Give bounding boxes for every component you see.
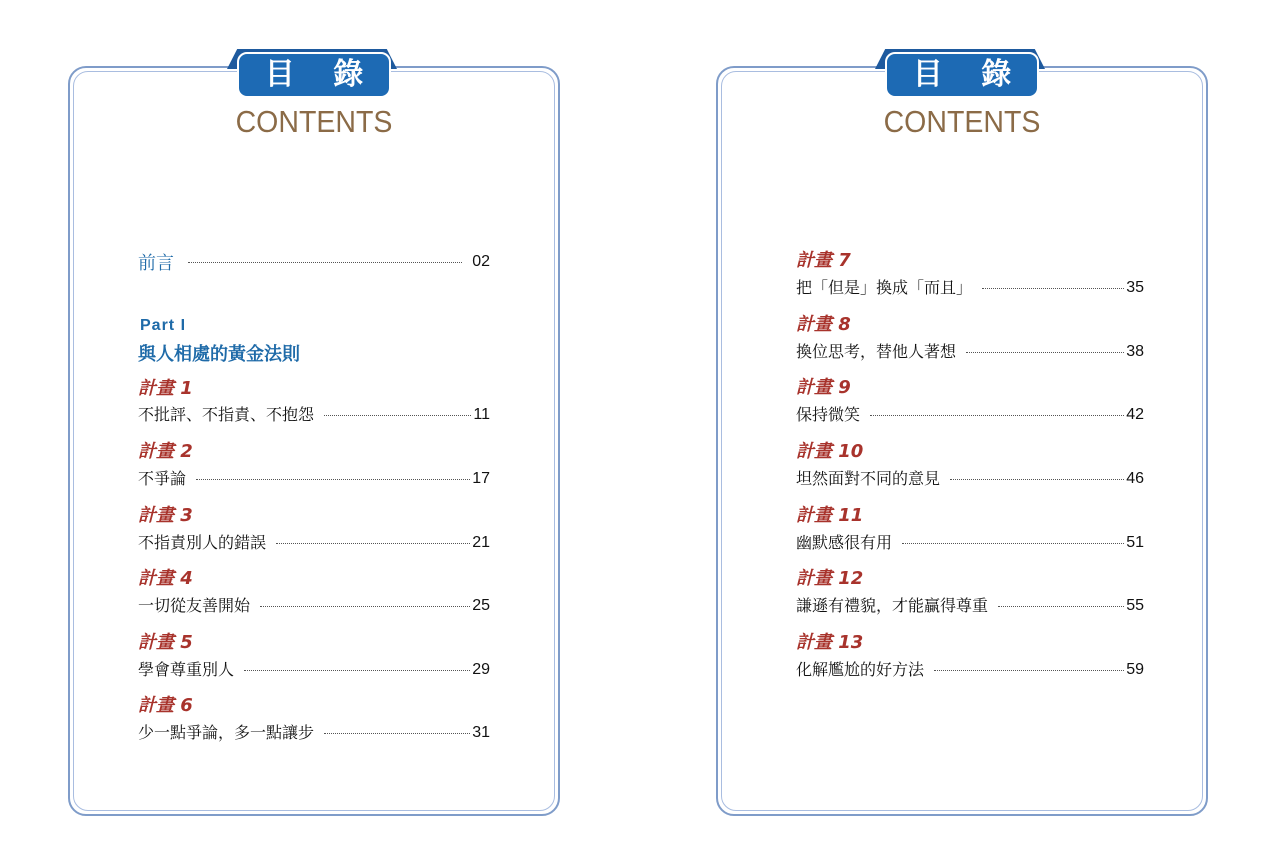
page-number: 29	[472, 661, 490, 678]
page-number: 35	[1126, 279, 1144, 296]
entry-title: 保持微笑	[796, 405, 861, 424]
toc-entry[interactable]	[138, 659, 490, 681]
plan-heading: 計畫 11	[796, 505, 864, 526]
page-number: 31	[472, 724, 490, 741]
dot-leader	[966, 352, 1124, 353]
entry-title: 少一點爭論，多一點讓步	[138, 723, 315, 742]
toc-entry[interactable]	[138, 532, 490, 554]
dot-leader	[950, 479, 1124, 480]
entry-title: 不爭論	[138, 469, 187, 488]
page-number: 46	[1126, 470, 1144, 487]
entry-title: 不指責別人的錯誤	[138, 533, 267, 552]
toc-title: 目 錄	[912, 57, 1026, 92]
page-number: 17	[472, 470, 490, 487]
entry-title: 幽默感很有用	[796, 533, 893, 552]
plan-heading: 計畫 4	[138, 568, 193, 589]
entry-title: 把「但是」換成「而且」	[796, 278, 973, 297]
dot-leader	[870, 415, 1124, 416]
toc-entry[interactable]	[796, 595, 1144, 617]
plan-heading: 計畫 9	[796, 377, 851, 398]
contents-subtitle: CONTENTS	[235, 104, 393, 139]
entry-title: 化解尷尬的好方法	[796, 660, 925, 679]
dot-leader	[324, 415, 471, 416]
part-label: Part I	[140, 317, 187, 334]
dot-leader	[934, 670, 1124, 671]
title-tab	[885, 52, 1039, 98]
page-number: 02	[472, 253, 490, 270]
part-title: 與人相處的黃金法則	[138, 344, 300, 365]
page-number: 25	[472, 597, 490, 614]
toc-entry[interactable]	[138, 468, 490, 490]
toc-entry[interactable]	[796, 341, 1144, 363]
entry-title: 一切從友善開始	[138, 596, 251, 615]
dot-leader	[982, 288, 1124, 289]
toc-page-right	[716, 57, 1208, 816]
dot-leader	[188, 262, 462, 263]
page-number: 38	[1126, 343, 1144, 360]
toc-entry[interactable]	[138, 722, 490, 744]
entry-title: 坦然面對不同的意見	[796, 469, 941, 488]
toc-entry[interactable]	[796, 277, 1144, 299]
page-number: 11	[473, 406, 490, 423]
toc-entry[interactable]	[796, 468, 1144, 490]
dot-leader	[196, 479, 470, 480]
entry-title: 謙遜有禮貌，才能贏得尊重	[796, 596, 989, 615]
entry-title: 換位思考，替他人著想	[796, 342, 957, 361]
title-tab	[237, 52, 391, 98]
toc-page-left	[68, 57, 560, 816]
page-number: 59	[1126, 661, 1144, 678]
plan-heading: 計畫 7	[796, 250, 851, 271]
contents-subtitle: CONTENTS	[883, 104, 1041, 139]
dot-leader	[276, 543, 470, 544]
entry-title: 不批評、不指責、不抱怨	[138, 405, 315, 424]
page-number: 55	[1126, 597, 1144, 614]
plan-heading: 計畫 6	[138, 695, 193, 716]
page-number: 21	[472, 534, 490, 551]
plan-heading: 計畫 5	[138, 632, 193, 653]
toc-entry[interactable]	[796, 532, 1144, 554]
dot-leader	[260, 606, 470, 607]
preface-label: 前言	[138, 253, 174, 274]
toc-entry[interactable]	[796, 404, 1144, 426]
dot-leader	[998, 606, 1124, 607]
dot-leader	[244, 670, 470, 671]
plan-heading: 計畫 1	[138, 378, 193, 399]
page-number: 51	[1126, 534, 1144, 551]
plan-heading: 計畫 12	[796, 568, 864, 589]
dot-leader	[324, 733, 470, 734]
entry-title: 學會尊重別人	[138, 660, 235, 679]
toc-entry[interactable]	[138, 404, 490, 426]
toc-entry[interactable]	[138, 595, 490, 617]
plan-heading: 計畫 2	[138, 441, 193, 462]
toc-entry[interactable]	[796, 659, 1144, 681]
plan-heading: 計畫 8	[796, 314, 851, 335]
preface-entry[interactable]	[138, 250, 490, 274]
dot-leader	[902, 543, 1124, 544]
plan-heading: 計畫 10	[796, 441, 864, 462]
toc-title: 目 錄	[264, 57, 378, 92]
plan-heading: 計畫 13	[796, 632, 864, 653]
plan-heading: 計畫 3	[138, 505, 193, 526]
page-number: 42	[1126, 406, 1144, 423]
